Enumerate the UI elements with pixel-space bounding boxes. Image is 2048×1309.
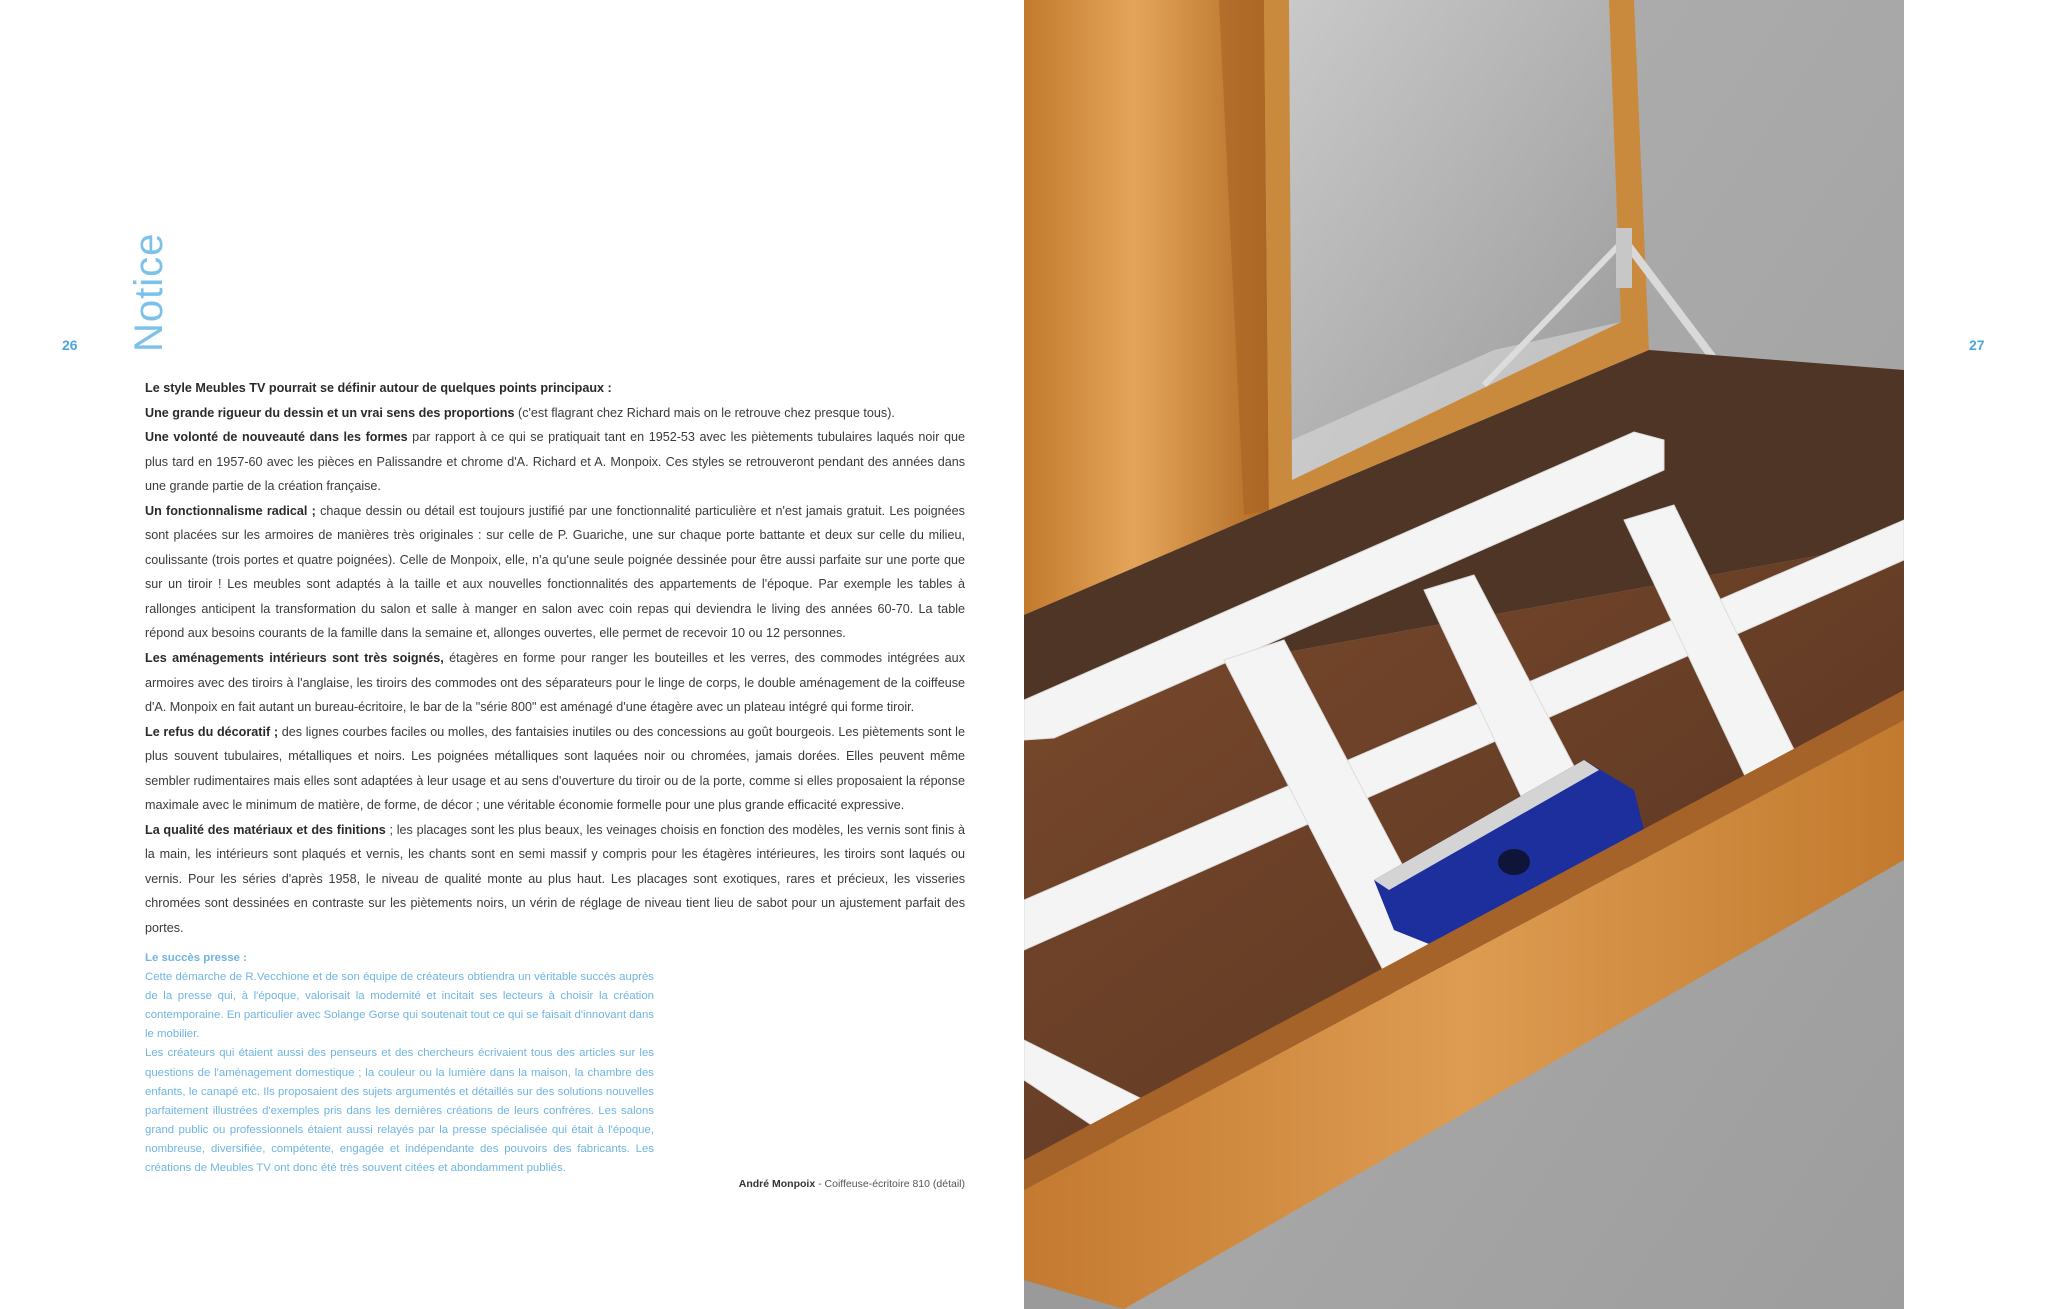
- furniture-photo: [1024, 0, 1904, 1309]
- point-1: Une grande rigueur du dessin et un vrai sens des proportions (c'est flagrant chez Richard mais on le retrouve chez presque tous).: [145, 405, 895, 420]
- point-5: Le refus du décoratif ; des lignes courbes faciles ou molles, des fantaisies inutiles ou des concessions au goût bourgeois. Les piètements sont le plus souvent tubulaires, métalliques et noirs. Les poignées métalliques sont laquées noir ou chromées, jamais dorées. Elles peuvent même sembler rudimentaires mais elles sont adaptées à leur usage et au sens d'ouverture du tiroir ou de la porte, comme si elles proposaient la réponse maximale avec le minimum de matière, de forme, de décor ; une véritable économie formelle pour une plus grande efficacité expressive.: [145, 724, 965, 813]
- press-section: [145, 949, 654, 1178]
- point-2: Une volonté de nouveauté dans les formes par rapport à ce qui se pratiquait tant en 1952-53 avec les piètements tubulaires laqués noir que plus tard en 1957-60 avec les pièces en Palissandre et chrome d'A. Richard et A. Monpoix. Ces styles se retrouveront pendant des années dans une grande partie de la création française.: [145, 430, 965, 494]
- intro-heading: Le style Meubles TV pourrait se définir autour de quelques points principaux :: [145, 381, 612, 395]
- press-paragraph-1: Cette démarche de R.Vecchione et de son équipe de créateurs obtiendra un véritable succès auprès de la presse qui, à l'époque, valorisait la modernité et incitait ses lecteurs à choisir la création contemporaine. En particulier avec Solange Gorse qui soutenait tout ce qui se faisait d'innovant dans le mobilier.: [145, 971, 654, 1041]
- page-number-left: 26: [62, 337, 78, 353]
- section-title: Notice: [127, 232, 171, 352]
- press-paragraph-2: Les créateurs qui étaient aussi des penseurs et des chercheurs écrivaient tous des articles sur les questions de l'aménagement domestique ; la couleur ou la lumière dans la maison, la chambre des enfants, le canapé etc. Ils proposaient des sujets argumentés et détaillés sur des solutions nouvelles parfaitement illustrées d'exemples pris dans les dernières créations de leurs confrères. Les salons grand public ou professionnels étaient aussi relayés par la presse spécialisée qui était à l'époque, nombreuse, diversifiée, compétente, engagée et indépendante des pouvoirs des fabricants. Les créations de Meubles TV ont donc été très souvent citées et abondamment publiés.: [145, 1047, 654, 1175]
- main-text: [145, 376, 965, 941]
- page-number-right: 27: [1969, 337, 1985, 353]
- point-3: Un fonctionnalisme radical ; chaque dessin ou détail est toujours justifié par une fonctionnalité particulière et n'est jamais gratuit. Les poignées sont placées sur les armoires de manières très originales : sur celle de P. Guariche, une sur chaque porte battante et deux sur celle du milieu, coulissante (trois portes et quatre poignées). Celle de Monpoix, elle, n'a qu'une seule poignée dessinée pour être aussi parfaite sur une porte que sur un tiroir ! Les meubles sont adaptés à la taille et aux nouvelles fonctionnalités des appartements de l'époque. Par exemple les tables à rallonges anticipent la transformation du salon et salle à manger en salon avec coin repas qui deviendra le living des années 60-70. La table répond aux besoins courants de la famille dans la semaine et, allonges ouvertes, elle permet de recevoir 10 ou 12 personnes.: [145, 503, 965, 641]
- photo-caption: André Monpoix - Coiffeuse-écritoire 810 (détail): [738, 1178, 965, 1190]
- point-4: Les aménagements intérieurs sont très soignés, étagères en forme pour ranger les bouteilles et les verres, des commodes intégrées aux armoires avec des tiroirs à l'anglaise, les tiroirs des commodes ont des séparateurs pour le linge de corps, le double aménagement de la coiffeuse d'A. Monpoix en fait autant un bureau-écritoire, le bar de la "série 800" est aménagé d'une étagère avec un plateau intégré qui forme tiroir.: [145, 651, 965, 715]
- caption-author: André Monpoix: [738, 1178, 816, 1190]
- press-title: Le succès presse :: [145, 952, 247, 964]
- caption-title: Coiffeuse-écritoire 810 (détail): [824, 1178, 965, 1190]
- point-6: La qualité des matériaux et des finitions ; les placages sont les plus beaux, les veinages choisis en fonction des modèles, les vernis sont finis à la main, les intérieurs sont plaqués et vernis, les chants sont en semi massif y compris pour les étagères intérieures, les tiroirs sont laqués ou vernis. Pour les séries d'après 1958, le niveau de qualité monte au plus haut. Les placages sont exotiques, rares et précieux, les visseries chromées sont dessinées en contraste sur les piètements noirs, un vérin de réglage de niveau tient lieu de sabot pour un ajustement parfait des portes.: [145, 822, 965, 936]
